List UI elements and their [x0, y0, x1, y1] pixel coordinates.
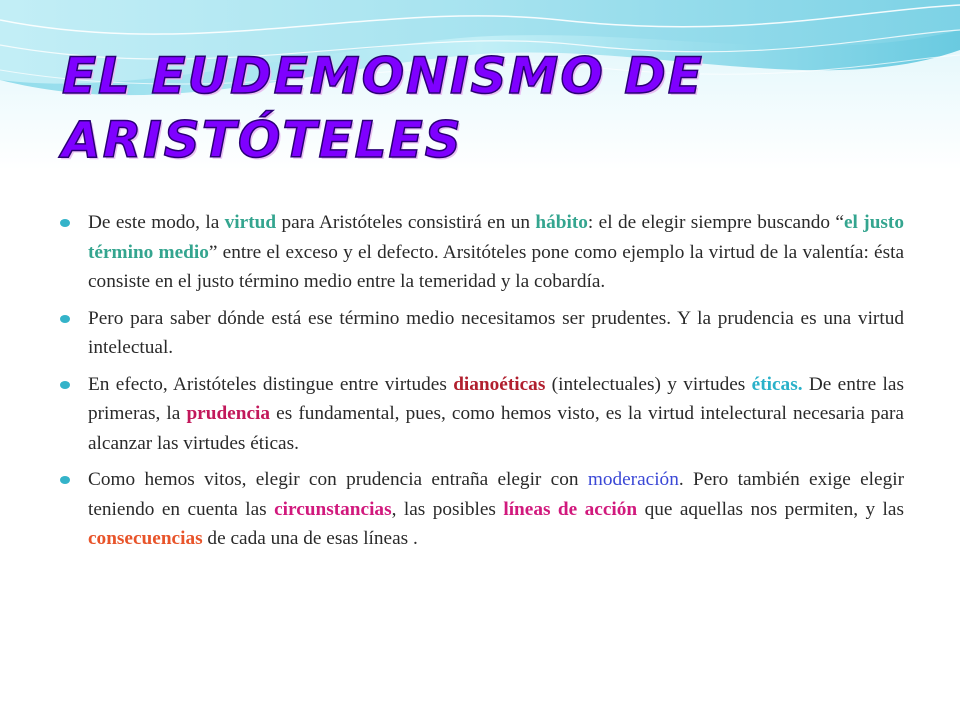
body-text: , las posibles: [391, 498, 504, 520]
body-text: de cada una de esas líneas .: [202, 528, 418, 549]
bullet-item: [58, 370, 904, 459]
bullet-dot-icon: [60, 315, 70, 323]
body-text: para Aristóteles consistirá en un: [276, 212, 536, 233]
bullet-item: [58, 208, 904, 297]
body-text: : el de elegir siempre buscando “: [587, 212, 844, 233]
bullet-dot-icon: [60, 476, 70, 484]
body-text: es fundamental, pues, como hemos visto, es la virtud intelectural necesaria para alcanzar las virtudes éticas.: [88, 403, 904, 454]
highlighted-term: éticas.: [751, 373, 803, 395]
highlighted-term: dianoéticas: [453, 373, 546, 395]
bullet-item: [58, 465, 904, 554]
body-text: Pero para saber dónde está ese término medio necesitamos ser prudentes. Y la prudencia es una virtud intelectual.: [88, 307, 904, 358]
bullet-list: [58, 208, 904, 561]
body-text: Como hemos vitos, elegir con prudencia entraña elegir con: [88, 469, 588, 490]
highlighted-term: consecuencias: [88, 528, 203, 549]
body-text: De este modo, la: [88, 212, 225, 233]
highlighted-term: virtud: [224, 212, 277, 233]
highlighted-term: moderación: [587, 469, 679, 490]
highlighted-term: hábito: [535, 212, 588, 233]
body-text: En efecto, Aristóteles distingue entre virtudes: [88, 373, 454, 395]
body-text: De entre las primeras, la: [88, 373, 904, 424]
body-text: ” entre el exceso y el defecto. Arsitóteles pone como ejemplo la virtud de la valentía: ésta consiste en el justo término medio entre la temeridad y la cobardía.: [88, 241, 905, 292]
bullet-dot-icon: [60, 381, 70, 389]
bullet-dot-icon: [60, 219, 70, 227]
bullet-item: [58, 304, 904, 363]
body-text: . Pero también exige elegir teniendo en cuenta las: [88, 469, 905, 520]
body-text: (intelectuales) y virtudes: [545, 373, 752, 395]
highlighted-term: prudencia: [186, 403, 271, 424]
highlighted-term: el justo término medio: [88, 212, 904, 263]
highlighted-term: líneas de acción: [503, 498, 638, 520]
slide-title: EL EUDEMONISMO DE ARISTÓTELES: [62, 47, 704, 169]
body-text: que aquellas nos permiten, y las: [637, 498, 904, 520]
highlighted-term: circunstancias: [274, 498, 392, 520]
